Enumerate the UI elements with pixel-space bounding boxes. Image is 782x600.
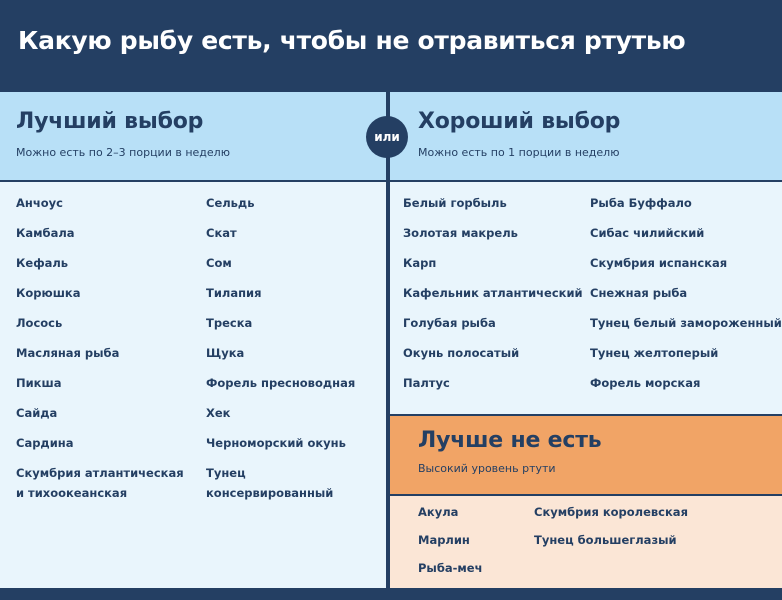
best-choice-subtitle: Можно есть по 2–3 порции в неделю bbox=[16, 146, 230, 159]
list-item: Сом bbox=[206, 256, 232, 270]
list-item: Кафельник атлантический bbox=[403, 286, 583, 300]
best-choice-column-1 bbox=[16, 196, 184, 516]
list-item: Марлин bbox=[418, 533, 470, 547]
list-item: Акула bbox=[418, 505, 459, 519]
page-title: Какую рыбу есть, чтобы не отравиться ртутью bbox=[18, 26, 686, 55]
list-item: Тунец большеглазый bbox=[534, 533, 677, 547]
list-item: Лосось bbox=[16, 316, 63, 330]
list-item: Треска bbox=[206, 316, 253, 330]
list-item: Тилапия bbox=[206, 286, 262, 300]
list-item: и тихоокеанская bbox=[16, 486, 128, 500]
list-item: Форель морская bbox=[590, 376, 701, 390]
list-item: Камбала bbox=[16, 226, 75, 240]
list-item: Тунец желтоперый bbox=[590, 346, 719, 360]
best-choice-column-2 bbox=[206, 196, 355, 516]
list-item: Тунец белый замороженный bbox=[590, 316, 782, 330]
good-choice-column-2 bbox=[590, 196, 782, 406]
list-item: Скумбрия королевская bbox=[534, 505, 688, 519]
list-item: Сардина bbox=[16, 436, 74, 450]
list-item: Палтус bbox=[403, 376, 450, 390]
good-choice-column-1 bbox=[403, 196, 583, 406]
best-choice-list bbox=[0, 182, 386, 588]
list-item: Кефаль bbox=[16, 256, 69, 270]
list-item: Сайда bbox=[16, 406, 58, 420]
list-item: Белый горбыль bbox=[403, 196, 507, 210]
list-item: Скат bbox=[206, 226, 237, 240]
best-choice-header bbox=[0, 92, 386, 180]
list-item: Корюшка bbox=[16, 286, 81, 300]
good-choice-header bbox=[390, 92, 782, 180]
list-item: Пикша bbox=[16, 376, 62, 390]
list-item: консервированный bbox=[206, 486, 334, 500]
list-item: Хек bbox=[206, 406, 231, 420]
list-item: Рыба-меч bbox=[418, 561, 483, 575]
list-item: Рыба Буффало bbox=[590, 196, 692, 210]
list-item: Скумбрия испанская bbox=[590, 256, 728, 270]
good-choice-title: Хороший выбор bbox=[418, 109, 621, 134]
list-item: Скумбрия атлантическая bbox=[16, 466, 184, 480]
list-item: Карп bbox=[403, 256, 437, 270]
list-item: Сельдь bbox=[206, 196, 255, 210]
list-item: Сибас чилийский bbox=[590, 226, 705, 240]
good-choice-subtitle: Можно есть по 1 порции в неделю bbox=[418, 146, 620, 159]
avoid-subtitle: Высокий уровень ртути bbox=[418, 462, 556, 475]
list-item: Золотая макрель bbox=[403, 226, 518, 240]
bottom-bar bbox=[0, 588, 782, 600]
list-item: Голубая рыба bbox=[403, 316, 496, 330]
list-item: Форель пресноводная bbox=[206, 376, 356, 390]
list-item: Тунец bbox=[206, 466, 246, 480]
list-item: Окунь полосатый bbox=[403, 346, 520, 360]
or-badge: или bbox=[366, 116, 408, 158]
header-banner bbox=[0, 0, 782, 90]
list-item: Черноморский окунь bbox=[206, 436, 346, 450]
best-choice-title: Лучший выбор bbox=[16, 109, 204, 134]
avoid-column-1 bbox=[418, 505, 483, 589]
avoid-list bbox=[390, 496, 782, 588]
avoid-column-2 bbox=[534, 505, 688, 561]
list-item: Щука bbox=[206, 346, 245, 360]
list-item: Масляная рыба bbox=[16, 346, 120, 360]
list-item: Анчоус bbox=[16, 196, 63, 210]
avoid-header bbox=[390, 416, 782, 494]
list-item: Снежная рыба bbox=[590, 286, 688, 300]
good-choice-list bbox=[390, 182, 782, 414]
avoid-title: Лучше не есть bbox=[418, 428, 602, 453]
